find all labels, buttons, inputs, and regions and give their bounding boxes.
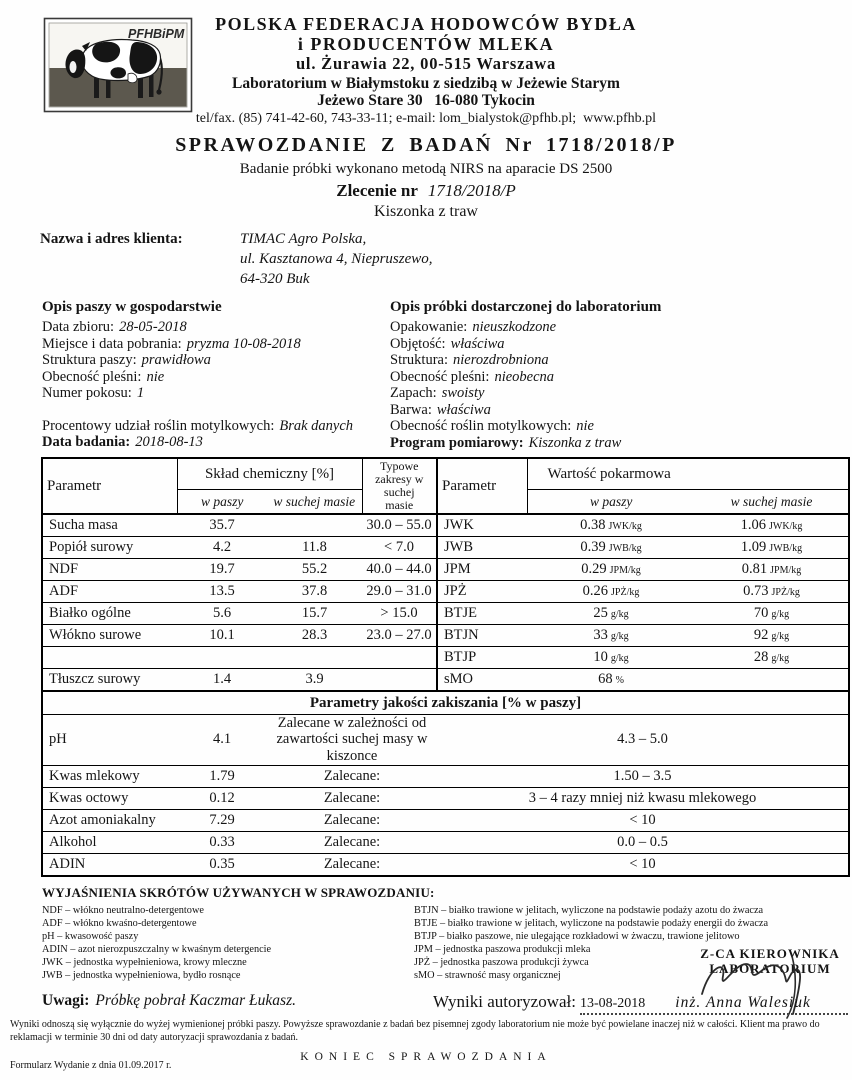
recommended-range-cell: 4.3 – 5.0	[437, 715, 849, 765]
param-cell: ADF	[42, 581, 177, 603]
item-label: Barwa:	[390, 401, 432, 418]
item-value: nie	[146, 368, 165, 385]
range-cell: 40.0 – 44.0	[362, 559, 437, 581]
param-cell: BTJE	[437, 603, 527, 625]
test-date-line	[42, 434, 390, 451]
end-of-report-text: KONIEC SPRAWOZDANIA	[300, 1051, 552, 1063]
feed-value-cell: 5.6	[177, 603, 267, 625]
abbr-line: pH – kwasowość paszy	[42, 930, 139, 942]
nutritional-value-header: Wartość pokarmowa	[527, 458, 849, 490]
abbr-line: ADF – włókno kwaśno-detergentowe	[42, 917, 197, 929]
table-row	[42, 625, 849, 647]
value: 0.39	[580, 539, 606, 556]
position-line1: Z-CA KIEROWNIKA	[700, 946, 840, 961]
abbr-line: ADIN – azot nierozpuszczalny w kwaśnym detergencie	[42, 943, 272, 955]
item-label: Struktura:	[390, 352, 448, 369]
sample-item	[390, 319, 812, 336]
quality-row	[42, 715, 849, 765]
sample-item	[390, 336, 812, 353]
item-value: nieobecna	[494, 368, 555, 385]
feed-value-cell	[527, 537, 695, 559]
value: 0.26	[582, 583, 609, 600]
table-row	[42, 559, 849, 581]
item-label: Data zbioru:	[42, 319, 115, 336]
dm-value-cell	[695, 669, 849, 692]
feed-value-cell: 35.7	[177, 514, 267, 537]
item-label: Program pomiarowy:	[390, 434, 524, 451]
sample-type: Kiszonka z traw	[374, 203, 478, 221]
dm-value-cell	[267, 647, 362, 669]
disclaimer-text: Wyniki odnoszą się wyłącznie do wyżej wymienionej próbki paszy. Powyższe sprawozdanie z badań bez pisemnej zgody laboratorium nie może być powielane inaczej niż w całości. Klient ma prawo do reklamacji w terminie 30 dni od daty autoryzacji sprawozdania z badań.	[10, 1019, 820, 1043]
typical-ranges-header	[362, 458, 437, 514]
order-line	[0, 181, 852, 201]
org-name-line1: POLSKA FEDERACJA HODOWCÓW BYDŁA	[215, 14, 637, 34]
item-label: Opakowanie:	[390, 319, 468, 336]
value-cell: 0.35	[177, 853, 267, 876]
value: 0.73	[743, 583, 769, 600]
item-value: nierozdrobniona	[453, 352, 549, 369]
item-label: Procentowy udział roślin motylkowych:	[42, 417, 275, 434]
recommendation-cell: Zalecane:	[267, 809, 437, 831]
dm-value-cell	[695, 537, 849, 559]
value-cell: 7.29	[177, 809, 267, 831]
quality-row	[42, 831, 849, 853]
abbr-line: JPM – jednostka paszowa produkcji mleka	[414, 943, 591, 955]
pfhb-logo	[42, 16, 194, 114]
order-label: Zlecenie nr	[336, 181, 418, 201]
farm-description	[42, 299, 390, 451]
item-label: Zapach:	[390, 385, 437, 402]
recommendation-cell: Zalecane:	[267, 853, 437, 876]
quality-section-header: Parametry jakości zakiszania [% w paszy]	[42, 691, 849, 715]
dm-value-cell	[695, 647, 849, 669]
feed-value-cell	[527, 669, 695, 692]
value-cell: 4.1	[177, 715, 267, 765]
contact-line: tel/fax. (85) 741-42-60, 743-33-11; e-mail: lom_bialystok@pfhb.pl; www.pfhb.pl	[195, 110, 657, 126]
range-cell: > 15.0	[362, 603, 437, 625]
client-address-line2: 64-320 Buk	[240, 271, 310, 288]
param-cell: Włókno surowe	[42, 625, 177, 647]
abbr-line: BTJE – białko trawione w jelitach, wyliczone na podstawie podaży energii do żwacza	[414, 917, 769, 929]
feed-value-cell	[527, 559, 695, 581]
item-value: właściwa	[436, 401, 491, 418]
range-cell: 23.0 – 27.0	[362, 625, 437, 647]
item-value: Brak danych	[279, 417, 354, 434]
value: 0.81	[741, 561, 768, 578]
param-cell: BTJP	[437, 647, 527, 669]
param-cell: Tłuszcz surowy	[42, 669, 177, 692]
param-cell: JWB	[437, 537, 527, 559]
position-line2: LABORATORIUM	[709, 961, 831, 976]
item-label: Data badania:	[42, 434, 131, 451]
item-value: 2018-08-13	[135, 434, 203, 451]
table-row	[42, 647, 849, 669]
left-in-feed-subheader: w paszy	[177, 490, 267, 515]
recommendation-cell: Zalecane:	[267, 765, 437, 787]
item-value: nie	[576, 418, 594, 435]
value: 10	[593, 649, 608, 666]
abbreviations-title: WYJAŚNIENIA SKRÓTÓW UŻYWANYCH W SPRAWOZDANIU:	[42, 884, 435, 900]
dm-value-cell: 55.2	[267, 559, 362, 581]
authorization-label: Wyniki autoryzował:	[433, 992, 576, 1011]
unit: JWB/kg	[769, 543, 803, 555]
unit: JPM/kg	[770, 565, 802, 577]
client-block	[0, 229, 852, 291]
item-label: Numer pokosu:	[42, 385, 132, 402]
value: 1.09	[740, 539, 767, 556]
unit: g/kg	[610, 631, 629, 643]
dm-value-cell	[267, 514, 362, 537]
feed-value-cell	[527, 625, 695, 647]
abbr-line: sMO – strawność masy organicznej	[414, 969, 561, 981]
range-cell	[362, 647, 437, 669]
method-line: Badanie próbki wykonano metodą NIRS na aparacie DS 2500	[239, 161, 613, 178]
dm-value-cell	[695, 581, 849, 603]
item-label: Struktura paszy:	[42, 352, 137, 369]
table-row	[42, 581, 849, 603]
table-row	[42, 514, 849, 537]
unit: g/kg	[610, 653, 629, 665]
client-label: Nazwa i adres klienta:	[40, 231, 183, 248]
authorization-dotted-line	[580, 994, 848, 1015]
item-value: 1	[136, 385, 145, 402]
recommended-range-cell: < 10	[437, 809, 849, 831]
item-value: prawidłowa	[141, 352, 211, 369]
quality-row	[42, 853, 849, 876]
range-cell: < 7.0	[362, 537, 437, 559]
client-name: TIMAC Agro Polska,	[240, 231, 367, 248]
item-label: Obecność pleśni:	[42, 368, 142, 385]
program-line	[390, 435, 812, 452]
range-cell: 29.0 – 31.0	[362, 581, 437, 603]
feed-value-cell	[527, 581, 695, 603]
range-cell	[362, 669, 437, 692]
abbr-line: NDF – włókno neutralno-detergentowe	[42, 904, 204, 916]
farm-item	[42, 336, 390, 353]
dm-value-cell: 3.9	[267, 669, 362, 692]
authorization-signer: inż. Anna Walesiuk	[675, 994, 811, 1011]
recommendation-cell: Zalecane:	[267, 831, 437, 853]
farm-description-title: Opis paszy w gospodarstwie	[42, 299, 222, 316]
left-param-header: Parametr	[42, 458, 177, 514]
table-row	[42, 603, 849, 625]
abbr-line: BTJN – białko trawione w jelitach, wyliczone na podstawie podaży azotu do żwacza	[414, 904, 764, 916]
feed-value-cell: 19.7	[177, 559, 267, 581]
item-value: 28-05-2018	[119, 319, 187, 336]
param-cell: JPŻ	[437, 581, 527, 603]
report-title: SPRAWOZDANIE Z BADAŃ Nr 1718/2018/P	[175, 134, 677, 157]
value-cell: 1.79	[177, 765, 267, 787]
param-cell: ADIN	[42, 853, 177, 876]
dm-value-cell	[695, 625, 849, 647]
table-row	[42, 537, 849, 559]
order-number: 1718/2018/P	[427, 181, 516, 201]
org-address: ul. Żurawia 22, 00-515 Warszawa	[295, 54, 557, 74]
dm-value-cell	[695, 514, 849, 537]
param-cell: pH	[42, 715, 177, 765]
item-value: nieuszkodzone	[472, 319, 557, 336]
description-columns	[42, 299, 812, 451]
unit: %	[615, 675, 624, 687]
sample-item	[390, 352, 812, 369]
chemical-composition-header: Skład chemiczny [%]	[177, 458, 362, 490]
authorization-date: 13-08-2018	[579, 996, 646, 1011]
value: 68	[598, 671, 613, 688]
value: 70	[753, 605, 769, 622]
value-cell: 0.33	[177, 831, 267, 853]
param-cell: Azot amoniakalny	[42, 809, 177, 831]
value: 1.06	[740, 517, 767, 534]
param-cell	[42, 647, 177, 669]
dm-value-cell: 15.7	[267, 603, 362, 625]
item-label: Miejsce i data pobrania:	[42, 335, 182, 352]
sample-item	[390, 369, 812, 386]
client-address-line1: ul. Kasztanowa 4, Niepruszewo,	[240, 251, 433, 268]
range-cell: 30.0 – 55.0	[362, 514, 437, 537]
item-value: pryzma 10-08-2018	[186, 335, 301, 352]
item-label: Obecność roślin motylkowych:	[390, 418, 572, 435]
sample-description	[390, 299, 812, 451]
results-table	[41, 457, 850, 876]
farm-item	[42, 369, 390, 386]
quality-row	[42, 765, 849, 787]
param-cell: JPM	[437, 559, 527, 581]
item-label: Objętość:	[390, 335, 446, 352]
spacer	[42, 402, 390, 418]
lab-name: Laboratorium w Białymstoku z siedzibą w Jeżewie Starym	[232, 74, 620, 92]
value: 33	[593, 627, 608, 644]
farm-item	[42, 319, 390, 336]
sample-description-title: Opis próbki dostarczonej do laboratorium	[390, 299, 662, 316]
recommended-range-cell: 1.50 – 3.5	[437, 765, 849, 787]
feed-value-cell	[527, 603, 695, 625]
feed-value-cell	[527, 514, 695, 537]
remarks-text: Próbkę pobrał Kaczmar Łukasz.	[95, 991, 296, 1009]
form-version-text: Formularz Wydanie z dnia 01.09.2017 r.	[10, 1060, 172, 1071]
param-cell: Alkohol	[42, 831, 177, 853]
right-in-dm-subheader: w suchej masie	[695, 490, 849, 515]
item-value: właściwa	[450, 335, 505, 352]
farm-item	[42, 385, 390, 402]
right-param-header: Parametr	[437, 458, 527, 514]
client-address	[240, 229, 433, 289]
value: 0.38	[580, 517, 606, 534]
left-in-dm-subheader: w suchej masie	[267, 490, 362, 515]
param-cell: NDF	[42, 559, 177, 581]
param-cell: Kwas octowy	[42, 787, 177, 809]
recommended-range-cell: 3 – 4 razy mniej niż kwasu mlekowego	[437, 787, 849, 809]
abbr-line: JPŻ – jednostka paszowa produkcji żywca	[414, 956, 589, 968]
dm-value-cell	[695, 603, 849, 625]
quality-section-header-row	[42, 691, 849, 715]
item-value: Kiszonka z traw	[528, 434, 622, 451]
unit: JWB/kg	[608, 543, 642, 555]
abbr-line: JWB – jednostka wypełnieniowa, bydło rosnące	[42, 969, 241, 981]
table-row	[42, 669, 849, 692]
param-cell: Białko ogólne	[42, 603, 177, 625]
recommended-range-cell: 0.0 – 0.5	[437, 831, 849, 853]
dm-value-cell: 28.3	[267, 625, 362, 647]
recommended-range-cell: < 10	[437, 853, 849, 876]
param-cell: Popiół surowy	[42, 537, 177, 559]
param-cell: sMO	[437, 669, 527, 692]
dm-value-cell: 37.8	[267, 581, 362, 603]
sample-item	[390, 402, 812, 419]
quality-row	[42, 809, 849, 831]
legumes-line	[42, 418, 390, 435]
remarks-label: Uwagi:	[42, 991, 90, 1009]
recommendation-cell	[267, 715, 437, 765]
unit: g/kg	[771, 653, 790, 665]
unit: g/kg	[771, 609, 790, 621]
unit: JWK/kg	[608, 521, 642, 533]
value-cell: 0.12	[177, 787, 267, 809]
value: 92	[753, 627, 769, 644]
recommendation-cell: Zalecane:	[267, 787, 437, 809]
feed-value-cell	[527, 647, 695, 669]
param-cell: BTJN	[437, 625, 527, 647]
param-cell: Kwas mlekowy	[42, 765, 177, 787]
item-label: Obecność pleśni:	[390, 368, 490, 385]
right-in-feed-subheader: w paszy	[527, 490, 695, 515]
sample-item	[390, 385, 812, 402]
quality-row	[42, 787, 849, 809]
svg-text:PFHBiPM: PFHBiPM	[128, 27, 185, 41]
feed-value-cell: 13.5	[177, 581, 267, 603]
unit: g/kg	[610, 609, 629, 621]
sample-item	[390, 418, 812, 435]
unit: g/kg	[771, 631, 790, 643]
authorization-line	[433, 992, 848, 1015]
dm-value-cell: 11.8	[267, 537, 362, 559]
unit: JPŻ/kg	[771, 587, 800, 599]
param-cell: JWK	[437, 514, 527, 537]
abbr-line: BTJP – białko paszowe, nie ulegające rozkładowi w żwaczu, trawione jelitowo	[414, 930, 740, 942]
unit: JPŻ/kg	[611, 587, 640, 599]
feed-value-cell: 1.4	[177, 669, 267, 692]
value: 0.29	[581, 561, 607, 578]
table-header-row	[42, 458, 849, 490]
dm-value-cell	[695, 559, 849, 581]
farm-item	[42, 352, 390, 369]
typical-ranges-text: Typowe zakresy w suchej masie	[375, 459, 424, 513]
feed-value-cell: 4.2	[177, 537, 267, 559]
item-value: swoisty	[441, 385, 485, 402]
unit: JWK/kg	[769, 521, 803, 533]
unit: JPM/kg	[609, 565, 641, 577]
abbreviations-left	[42, 904, 414, 982]
cow-icon	[42, 16, 194, 114]
org-name-line2: i PRODUCENTÓW MLEKA	[297, 34, 555, 55]
recommendation-text: Zalecane w zależności od zawartości suchej masy w kiszonce	[276, 715, 428, 764]
abbr-line: JWK – jednostka wypełnieniowa, krowy mleczne	[42, 956, 247, 968]
feed-value-cell: 10.1	[177, 625, 267, 647]
value: 28	[753, 649, 769, 666]
feed-value-cell	[177, 647, 267, 669]
lab-address: Jeżewo Stare 30 16-080 Tykocin	[317, 92, 535, 110]
param-cell: Sucha masa	[42, 514, 177, 537]
value: 25	[593, 605, 608, 622]
